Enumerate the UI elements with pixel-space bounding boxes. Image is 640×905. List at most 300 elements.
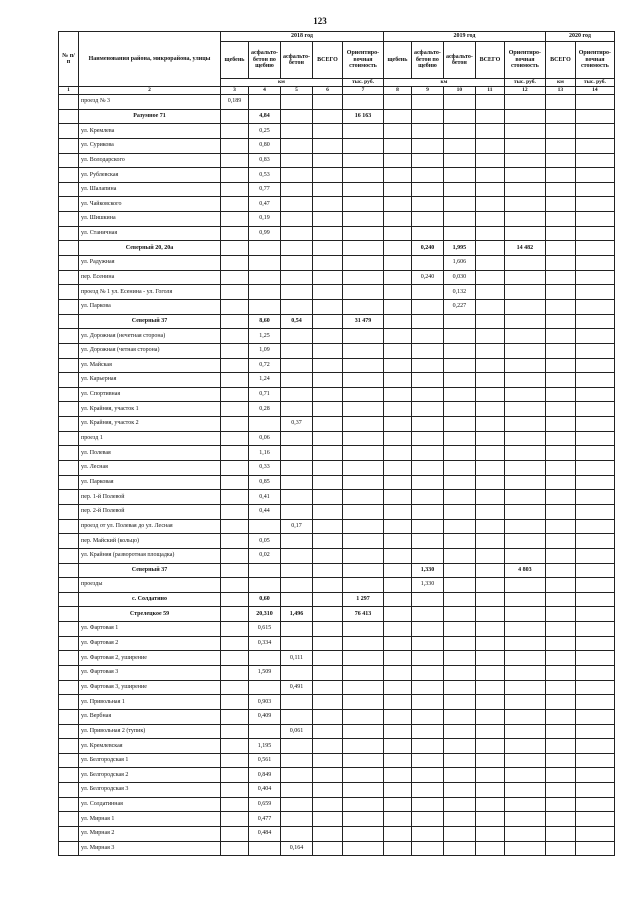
value-cell-c9 xyxy=(411,739,443,754)
value-cell-c12: 4 803 xyxy=(504,563,545,578)
value-cell-c10 xyxy=(443,402,475,417)
value-cell-c9 xyxy=(411,343,443,358)
value-cell-c13 xyxy=(545,607,575,622)
value-cell-c12 xyxy=(504,109,545,124)
value-cell-c13 xyxy=(545,651,575,666)
value-cell-c14 xyxy=(575,695,614,710)
value-cell-c11 xyxy=(475,431,504,446)
value-cell-c12 xyxy=(504,124,545,139)
value-cell-c14 xyxy=(575,373,614,388)
street-name-cell: ул. Лесная xyxy=(79,461,221,476)
value-cell-c4: 4,84 xyxy=(249,109,281,124)
value-cell-c10 xyxy=(443,519,475,534)
value-cell-c9 xyxy=(411,841,443,856)
value-cell-c4: 0,72 xyxy=(249,358,281,373)
value-cell-c14 xyxy=(575,548,614,563)
value-cell-c13 xyxy=(545,783,575,798)
value-cell-c14 xyxy=(575,212,614,227)
table-row xyxy=(59,490,615,505)
value-cell-c9 xyxy=(411,534,443,549)
value-cell-c8 xyxy=(383,768,411,783)
value-cell-c7 xyxy=(342,431,383,446)
value-cell-c6 xyxy=(312,226,342,241)
value-cell-c14 xyxy=(575,95,614,110)
value-cell-c9 xyxy=(411,387,443,402)
value-cell-c5 xyxy=(280,753,312,768)
value-cell-c13 xyxy=(545,622,575,637)
table-row xyxy=(59,665,615,680)
value-cell-c14 xyxy=(575,153,614,168)
value-cell-c8 xyxy=(383,739,411,754)
value-cell-c14 xyxy=(575,197,614,212)
value-cell-c3 xyxy=(221,636,249,651)
value-cell-c9 xyxy=(411,709,443,724)
value-cell-c13 xyxy=(545,504,575,519)
value-cell-c7 xyxy=(342,724,383,739)
value-cell-c5 xyxy=(280,373,312,388)
value-cell-c11 xyxy=(475,461,504,476)
value-cell-c5 xyxy=(280,431,312,446)
unit-2019-rub: тыс. руб. xyxy=(504,79,545,87)
row-number-cell xyxy=(59,124,79,139)
value-cell-c3 xyxy=(221,197,249,212)
value-cell-c10 xyxy=(443,461,475,476)
value-cell-c10 xyxy=(443,739,475,754)
value-cell-c8 xyxy=(383,783,411,798)
column-number-11: 11 xyxy=(475,87,504,95)
value-cell-c3 xyxy=(221,241,249,256)
value-cell-c4: 0,85 xyxy=(249,475,281,490)
value-cell-c12 xyxy=(504,256,545,271)
street-name-cell: ул. Радужная xyxy=(79,256,221,271)
value-cell-c12 xyxy=(504,197,545,212)
value-cell-c7 xyxy=(342,299,383,314)
value-cell-c7 xyxy=(342,636,383,651)
value-cell-c7 xyxy=(342,797,383,812)
table-row xyxy=(59,578,615,593)
value-cell-c10: 0,227 xyxy=(443,299,475,314)
value-cell-c13 xyxy=(545,797,575,812)
value-cell-c12 xyxy=(504,548,545,563)
value-cell-c8 xyxy=(383,373,411,388)
value-cell-c8 xyxy=(383,827,411,842)
value-cell-c6 xyxy=(312,841,342,856)
value-cell-c9 xyxy=(411,124,443,139)
value-cell-c14 xyxy=(575,358,614,373)
value-cell-c14 xyxy=(575,168,614,183)
value-cell-c10 xyxy=(443,124,475,139)
value-cell-c7 xyxy=(342,709,383,724)
value-cell-c5 xyxy=(280,475,312,490)
row-number-cell xyxy=(59,695,79,710)
value-cell-c3 xyxy=(221,153,249,168)
value-cell-c8 xyxy=(383,417,411,432)
value-cell-c3 xyxy=(221,256,249,271)
column-number-5: 5 xyxy=(280,87,312,95)
value-cell-c6 xyxy=(312,138,342,153)
value-cell-c10 xyxy=(443,490,475,505)
table-row xyxy=(59,709,615,724)
value-cell-c9 xyxy=(411,197,443,212)
value-cell-c4: 0,903 xyxy=(249,695,281,710)
street-name-cell: ул. Паркова xyxy=(79,299,221,314)
street-name-cell: ул. Сурикова xyxy=(79,138,221,153)
value-cell-c11 xyxy=(475,343,504,358)
value-cell-c10 xyxy=(443,431,475,446)
column-number-4: 4 xyxy=(249,87,281,95)
value-cell-c11 xyxy=(475,636,504,651)
value-cell-c11 xyxy=(475,402,504,417)
value-cell-c13 xyxy=(545,402,575,417)
table-row xyxy=(59,95,615,110)
value-cell-c5 xyxy=(280,797,312,812)
value-cell-c5 xyxy=(280,270,312,285)
value-cell-c5 xyxy=(280,534,312,549)
row-number-cell xyxy=(59,402,79,417)
value-cell-c13 xyxy=(545,329,575,344)
row-number-cell xyxy=(59,256,79,271)
value-cell-c11 xyxy=(475,695,504,710)
value-cell-c3 xyxy=(221,417,249,432)
value-cell-c10 xyxy=(443,109,475,124)
value-cell-c7 xyxy=(342,475,383,490)
street-name-cell: пер. 2-й Полевой xyxy=(79,504,221,519)
street-name-cell: ул. Мирная 1 xyxy=(79,812,221,827)
value-cell-c5: 0,111 xyxy=(280,651,312,666)
row-number-cell xyxy=(59,461,79,476)
header-2019-gravel: щебень xyxy=(383,42,411,79)
value-cell-c14 xyxy=(575,724,614,739)
value-cell-c8 xyxy=(383,387,411,402)
value-cell-c7: 76 413 xyxy=(342,607,383,622)
value-cell-c4: 0,47 xyxy=(249,197,281,212)
value-cell-c8 xyxy=(383,343,411,358)
value-cell-c9 xyxy=(411,519,443,534)
value-cell-c6 xyxy=(312,504,342,519)
row-number-cell xyxy=(59,373,79,388)
value-cell-c10 xyxy=(443,622,475,637)
value-cell-c11 xyxy=(475,592,504,607)
value-cell-c14 xyxy=(575,651,614,666)
value-cell-c5 xyxy=(280,768,312,783)
value-cell-c11 xyxy=(475,417,504,432)
header-2020-cost: Ориентиро-вочная стоимость xyxy=(575,42,614,79)
row-number-cell xyxy=(59,739,79,754)
street-name-cell: ул. Вербная xyxy=(79,709,221,724)
value-cell-c3 xyxy=(221,709,249,724)
value-cell-c14 xyxy=(575,314,614,329)
street-name-cell: ул. Дорожная (нечетная сторона) xyxy=(79,329,221,344)
value-cell-c11 xyxy=(475,739,504,754)
value-cell-c14 xyxy=(575,343,614,358)
value-cell-c10 xyxy=(443,212,475,227)
value-cell-c7 xyxy=(342,446,383,461)
value-cell-c8 xyxy=(383,797,411,812)
value-cell-c3 xyxy=(221,651,249,666)
table-row xyxy=(59,783,615,798)
value-cell-c12 xyxy=(504,783,545,798)
value-cell-c10 xyxy=(443,417,475,432)
value-cell-c3 xyxy=(221,138,249,153)
value-cell-c4: 1,16 xyxy=(249,446,281,461)
value-cell-c9 xyxy=(411,153,443,168)
table-row xyxy=(59,256,615,271)
street-name-cell: ул. Мирная 3 xyxy=(79,841,221,856)
value-cell-c8 xyxy=(383,270,411,285)
value-cell-c10 xyxy=(443,168,475,183)
row-number-cell xyxy=(59,329,79,344)
value-cell-c4 xyxy=(249,680,281,695)
value-cell-c14 xyxy=(575,709,614,724)
value-cell-c5 xyxy=(280,212,312,227)
value-cell-c9 xyxy=(411,475,443,490)
value-cell-c5 xyxy=(280,138,312,153)
value-cell-c7 xyxy=(342,578,383,593)
value-cell-c6 xyxy=(312,270,342,285)
value-cell-c3 xyxy=(221,592,249,607)
value-cell-c9: 1,330 xyxy=(411,578,443,593)
value-cell-c10 xyxy=(443,695,475,710)
value-cell-c9 xyxy=(411,768,443,783)
table-row xyxy=(59,212,615,227)
row-number-cell xyxy=(59,417,79,432)
value-cell-c6 xyxy=(312,607,342,622)
value-cell-c12 xyxy=(504,680,545,695)
value-cell-c4: 0,02 xyxy=(249,548,281,563)
street-name-cell: ул. Спортивная xyxy=(79,387,221,402)
street-name-cell: проезд 1 xyxy=(79,431,221,446)
value-cell-c5 xyxy=(280,563,312,578)
row-number-cell xyxy=(59,709,79,724)
value-cell-c3 xyxy=(221,124,249,139)
value-cell-c9 xyxy=(411,285,443,300)
value-cell-c3 xyxy=(221,548,249,563)
street-name-cell: ул. Парковая xyxy=(79,475,221,490)
value-cell-c13 xyxy=(545,695,575,710)
value-cell-c7 xyxy=(342,417,383,432)
value-cell-c3 xyxy=(221,739,249,754)
value-cell-c5 xyxy=(280,241,312,256)
row-number-cell xyxy=(59,827,79,842)
value-cell-c4: 0,44 xyxy=(249,504,281,519)
value-cell-c9 xyxy=(411,812,443,827)
value-cell-c10 xyxy=(443,636,475,651)
value-cell-c13 xyxy=(545,827,575,842)
table-row xyxy=(59,138,615,153)
value-cell-c4: 0,409 xyxy=(249,709,281,724)
value-cell-c9 xyxy=(411,695,443,710)
value-cell-c12 xyxy=(504,578,545,593)
value-cell-c4: 0,05 xyxy=(249,534,281,549)
value-cell-c7 xyxy=(342,680,383,695)
value-cell-c5 xyxy=(280,402,312,417)
value-cell-c14 xyxy=(575,636,614,651)
value-cell-c6 xyxy=(312,182,342,197)
value-cell-c3 xyxy=(221,622,249,637)
row-number-cell xyxy=(59,592,79,607)
row-number-cell xyxy=(59,226,79,241)
value-cell-c10: 1,995 xyxy=(443,241,475,256)
row-number-cell xyxy=(59,680,79,695)
value-cell-c14 xyxy=(575,739,614,754)
value-cell-c11 xyxy=(475,534,504,549)
value-cell-c14 xyxy=(575,812,614,827)
value-cell-c5: 0,54 xyxy=(280,314,312,329)
value-cell-c6 xyxy=(312,548,342,563)
table-row xyxy=(59,548,615,563)
value-cell-c9 xyxy=(411,797,443,812)
value-cell-c5 xyxy=(280,578,312,593)
table-row xyxy=(59,636,615,651)
row-number-cell xyxy=(59,109,79,124)
value-cell-c8 xyxy=(383,622,411,637)
value-cell-c8 xyxy=(383,138,411,153)
row-number-cell xyxy=(59,168,79,183)
row-number-cell xyxy=(59,534,79,549)
street-name-cell: ул. Володарского xyxy=(79,153,221,168)
value-cell-c3 xyxy=(221,475,249,490)
value-cell-c11 xyxy=(475,358,504,373)
value-cell-c3 xyxy=(221,226,249,241)
table-row xyxy=(59,168,615,183)
header-number: № п/п xyxy=(59,32,79,87)
value-cell-c10: 0,132 xyxy=(443,285,475,300)
column-number-7: 7 xyxy=(342,87,383,95)
value-cell-c8 xyxy=(383,665,411,680)
street-name-cell: Разумное 71 xyxy=(79,109,221,124)
value-cell-c13 xyxy=(545,461,575,476)
value-cell-c14 xyxy=(575,124,614,139)
unit-2019-km: км xyxy=(383,79,504,87)
row-number-cell xyxy=(59,548,79,563)
value-cell-c3 xyxy=(221,373,249,388)
value-cell-c9: 0,240 xyxy=(411,241,443,256)
value-cell-c8 xyxy=(383,329,411,344)
value-cell-c11 xyxy=(475,446,504,461)
street-name-cell: ул. Кремлева xyxy=(79,124,221,139)
value-cell-c14 xyxy=(575,226,614,241)
value-cell-c8 xyxy=(383,197,411,212)
value-cell-c7 xyxy=(342,168,383,183)
value-cell-c8 xyxy=(383,636,411,651)
value-cell-c5 xyxy=(280,358,312,373)
value-cell-c14 xyxy=(575,827,614,842)
value-cell-c6 xyxy=(312,490,342,505)
value-cell-c7 xyxy=(342,329,383,344)
value-cell-c10 xyxy=(443,578,475,593)
value-cell-c7 xyxy=(342,563,383,578)
value-cell-c5 xyxy=(280,548,312,563)
value-cell-c6 xyxy=(312,680,342,695)
value-cell-c4: 0,659 xyxy=(249,797,281,812)
value-cell-c4: 0,849 xyxy=(249,768,281,783)
value-cell-c10 xyxy=(443,373,475,388)
table-row xyxy=(59,402,615,417)
value-cell-c8 xyxy=(383,314,411,329)
value-cell-c10 xyxy=(443,343,475,358)
value-cell-c14 xyxy=(575,241,614,256)
value-cell-c5 xyxy=(280,343,312,358)
value-cell-c11 xyxy=(475,797,504,812)
value-cell-c12 xyxy=(504,461,545,476)
value-cell-c12: 14 482 xyxy=(504,241,545,256)
value-cell-c6 xyxy=(312,783,342,798)
street-name-cell: пер. 1-й Полевой xyxy=(79,490,221,505)
value-cell-c7 xyxy=(342,827,383,842)
value-cell-c7 xyxy=(342,651,383,666)
value-cell-c6 xyxy=(312,534,342,549)
value-cell-c13 xyxy=(545,212,575,227)
value-cell-c3 xyxy=(221,358,249,373)
value-cell-c6 xyxy=(312,343,342,358)
value-cell-c12 xyxy=(504,665,545,680)
value-cell-c4: 0,561 xyxy=(249,753,281,768)
value-cell-c14 xyxy=(575,138,614,153)
value-cell-c4: 0,71 xyxy=(249,387,281,402)
value-cell-c14 xyxy=(575,417,614,432)
value-cell-c7 xyxy=(342,665,383,680)
street-name-cell: проезд № 3 xyxy=(79,95,221,110)
value-cell-c5 xyxy=(280,256,312,271)
value-cell-c5 xyxy=(280,329,312,344)
value-cell-c6 xyxy=(312,739,342,754)
table-row xyxy=(59,739,615,754)
column-number-13: 13 xyxy=(545,87,575,95)
value-cell-c8 xyxy=(383,651,411,666)
value-cell-c10 xyxy=(443,724,475,739)
district-row xyxy=(59,607,615,622)
value-cell-c3 xyxy=(221,812,249,827)
value-cell-c13 xyxy=(545,387,575,402)
district-row xyxy=(59,241,615,256)
value-cell-c7 xyxy=(342,548,383,563)
value-cell-c7 xyxy=(342,226,383,241)
value-cell-c9 xyxy=(411,373,443,388)
value-cell-c10 xyxy=(443,797,475,812)
value-cell-c10 xyxy=(443,665,475,680)
value-cell-c8 xyxy=(383,212,411,227)
value-cell-c14 xyxy=(575,461,614,476)
unit-2018-rub: тыс. руб. xyxy=(342,79,383,87)
street-name-cell: проезд № 1 ул. Есенина - ул. Гоголя xyxy=(79,285,221,300)
value-cell-c5 xyxy=(280,153,312,168)
table-row xyxy=(59,153,615,168)
row-number-cell xyxy=(59,607,79,622)
value-cell-c10 xyxy=(443,607,475,622)
value-cell-c5 xyxy=(280,197,312,212)
row-number-cell xyxy=(59,812,79,827)
value-cell-c6 xyxy=(312,95,342,110)
row-number-cell xyxy=(59,622,79,637)
value-cell-c8 xyxy=(383,680,411,695)
table-row xyxy=(59,124,615,139)
value-cell-c12 xyxy=(504,519,545,534)
row-number-cell xyxy=(59,490,79,505)
row-number-cell xyxy=(59,651,79,666)
value-cell-c8 xyxy=(383,285,411,300)
value-cell-c7 xyxy=(342,358,383,373)
value-cell-c11 xyxy=(475,299,504,314)
value-cell-c14 xyxy=(575,783,614,798)
value-cell-c3 xyxy=(221,461,249,476)
header-2019-asphalt-on-gravel: асфальто-бетон по щебню xyxy=(411,42,443,79)
value-cell-c13 xyxy=(545,475,575,490)
value-cell-c8 xyxy=(383,402,411,417)
value-cell-c14 xyxy=(575,680,614,695)
value-cell-c3 xyxy=(221,431,249,446)
value-cell-c5 xyxy=(280,739,312,754)
value-cell-c12 xyxy=(504,475,545,490)
